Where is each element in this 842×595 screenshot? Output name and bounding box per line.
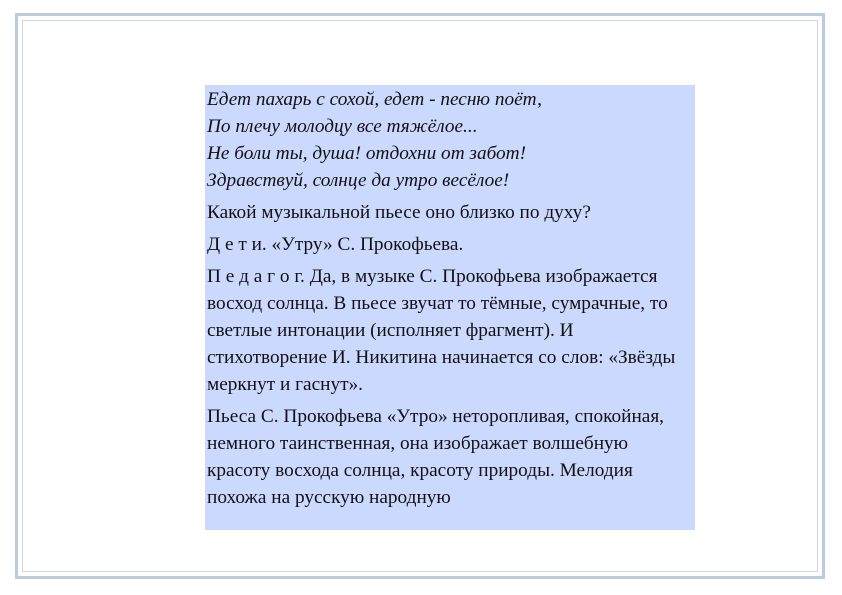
poem-line: Едет пахарь с сохой, едет - песню поёт, [207,89,542,110]
children-answer-paragraph: Д е т и. «Утру» С. Прокофьева. [207,234,464,255]
poem-quote [207,86,693,194]
question-paragraph: Какой музыкальной пьесе оно близко по духу? [207,202,591,223]
poem-line: Здравствуй, солнце да утро весёлое! [207,170,510,191]
description-paragraph: Пьеса С. Прокофьева «Утро» неторопливая, спокойная, немного таинственная, она изображает волшебную красоту восхода солнца, красоту природы. Мелодия похожа на русскую народную [207,406,665,508]
poem-line: По плечу молодцу все тяжёлое... [207,116,478,137]
text-block [205,85,695,530]
poem-line: Не боли ты, душа! отдохни от забот! [207,143,527,164]
teacher-paragraph: П е д а г о г. Да, в музыке С. Прокофьева изображается восход солнца. В пьесе звучат то тёмные, сумрачные, то светлые интонации (исполняет фрагмент). И стихотворение И. Никитина начинается со слов: «Звёзды меркнут и гаснут». [207,266,676,395]
